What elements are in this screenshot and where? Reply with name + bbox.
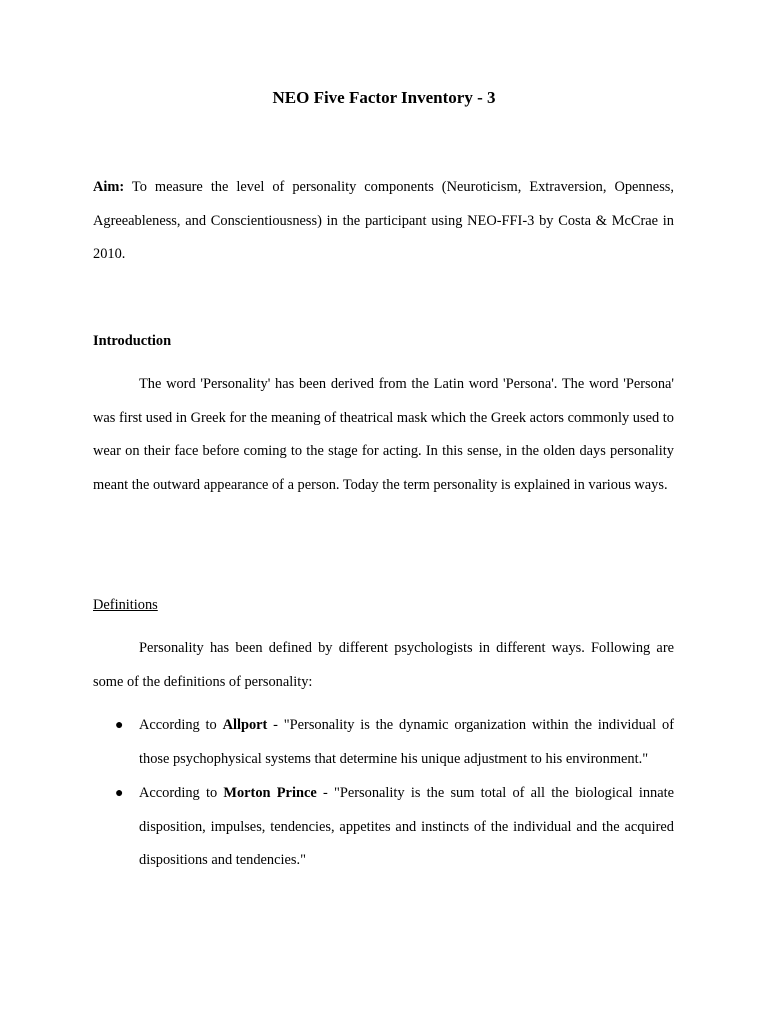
- aim-label: Aim:: [93, 179, 125, 195]
- definitions-list: [93, 709, 674, 879]
- bullet-icon: ●: [115, 718, 124, 733]
- list-item-prefix: According to: [139, 717, 223, 733]
- document-title: NEO Five Factor Inventory - 3: [272, 88, 496, 107]
- list-item-text: - "Personality is the dynamic organization within the individual of those psychophysical systems that determine his unique adjustment to his environment.": [139, 717, 674, 767]
- list-item-text: - "Personality is the sum total of all the biological innate disposition, impulses, tendencies, appetites and instincts of the individual and the acquired dispositions and tendencies.": [139, 785, 674, 868]
- aim-paragraph: [93, 171, 674, 272]
- aim-text: To measure the level of personality components (Neuroticism, Extraversion, Openness, Agreeableness, and Conscientiousness) in the participant using NEO-FFI-3 by Costa & McCrae in 2010.: [93, 179, 674, 262]
- definitions-heading: Definitions: [93, 597, 158, 613]
- list-item-name: Morton Prince: [223, 785, 317, 801]
- introduction-paragraph: The word 'Personality' has been derived from the Latin word 'Persona'. The word 'Persona' was first used in Greek for the meaning of theatrical mask which the Greek actors commonly used to wear on their face before coming to the stage for acting. In this sense, in the olden days personality meant the outward appearance of a person. Today the term personality is explained in various ways.: [93, 376, 674, 493]
- list-item-name: Allport: [222, 717, 268, 733]
- definitions-paragraph: Personality has been defined by different psychologists in different ways. Following are some of the definitions of personality:: [93, 640, 674, 690]
- list-item-prefix: According to: [139, 785, 224, 801]
- introduction-heading: Introduction: [93, 333, 172, 349]
- list-item: [93, 777, 674, 878]
- list-item: [93, 709, 674, 776]
- bullet-icon: ●: [115, 786, 124, 801]
